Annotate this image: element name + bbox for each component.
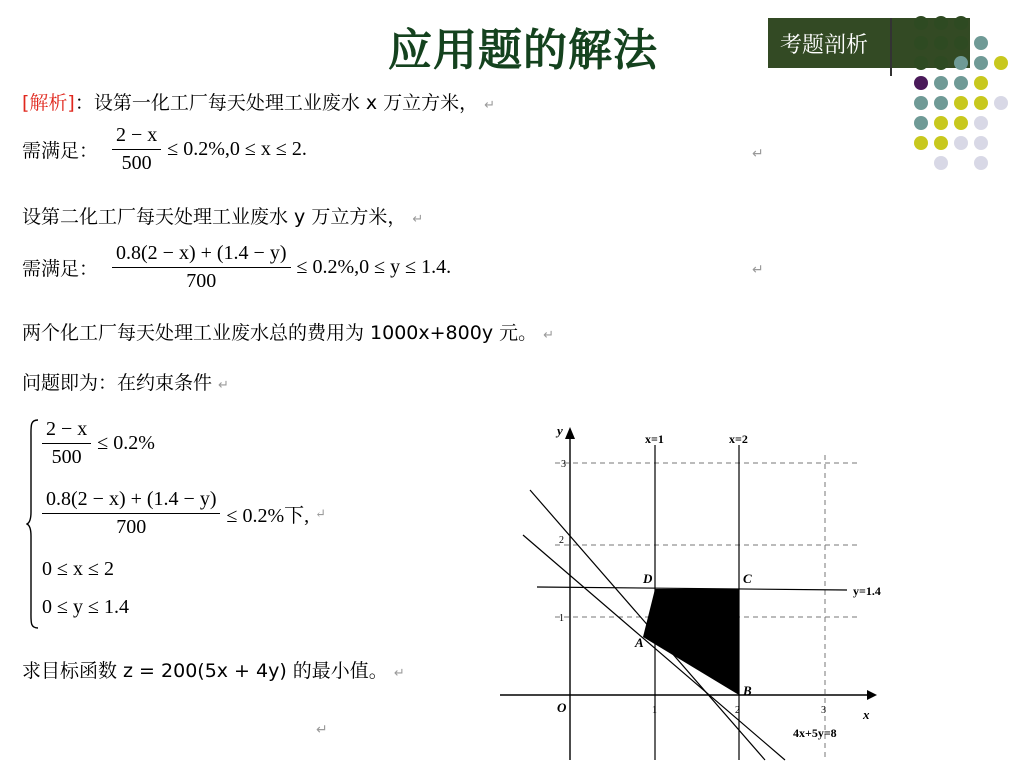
constraint-1-label: 需满足：: [22, 140, 99, 162]
dot: [914, 36, 928, 50]
dot: [934, 36, 948, 50]
decorative-dot-grid: [900, 14, 1010, 164]
line-x2-label: x=2: [729, 432, 748, 446]
left-brace: [26, 418, 40, 630]
dot: [934, 116, 948, 130]
system-row-4-text: 0 ≤ y ≤ 1.4: [42, 596, 129, 618]
dot: [954, 96, 968, 110]
dot: [914, 136, 928, 150]
dot: [934, 16, 948, 30]
return-mark: ↵: [315, 505, 327, 521]
constraint-2-label: 需满足：: [22, 258, 99, 280]
dot: [914, 116, 928, 130]
constraint-2: [22, 242, 451, 293]
system-row-1-rest: ≤ 0.2%: [97, 432, 155, 454]
fraction-denominator: 500: [121, 152, 152, 174]
dot: [914, 56, 928, 70]
x-axis-arrow: [867, 690, 877, 700]
return-mark: ↵: [752, 262, 764, 278]
graph-canvas: [495, 415, 910, 765]
dot: [954, 136, 968, 150]
second-plant-label: 设第二化工厂每天处理工业废水 y 万立方米，: [22, 206, 407, 228]
point-b-label: B: [743, 683, 752, 698]
dot: [934, 156, 948, 170]
return-mark: ↵: [543, 328, 555, 343]
dot: [954, 116, 968, 130]
dot: [974, 116, 988, 130]
dot: [974, 56, 988, 70]
second-plant-text: [22, 202, 423, 229]
return-mark: ↵: [218, 378, 229, 393]
fraction-denominator: 500: [51, 446, 82, 468]
dot: [934, 76, 948, 90]
section-badge-label: 考题剖析: [780, 32, 869, 58]
analysis-intro: [22, 88, 495, 115]
dot: [954, 16, 968, 30]
constraint-1: [22, 124, 307, 175]
fraction: [42, 418, 91, 469]
return-mark: ↵: [484, 98, 496, 113]
dot: [934, 136, 948, 150]
dot: [974, 36, 988, 50]
system-row-2: [42, 488, 326, 539]
feasible-region-graph: [495, 415, 910, 765]
slide-title: 应用题的解法: [388, 25, 658, 76]
x-tick-label: 2: [735, 705, 740, 716]
analysis-label: [解析]: [22, 92, 75, 114]
return-mark: ↵: [752, 146, 764, 162]
badge-divider: [890, 18, 892, 76]
fraction-numerator: 2 − x: [112, 124, 161, 150]
y-tick-label: 1: [559, 613, 564, 624]
line-diag-label: 4x+5y=8: [793, 726, 837, 740]
dot: [914, 76, 928, 90]
y-axis-label: y: [557, 423, 563, 438]
x-tick-label: 3: [821, 705, 826, 716]
constraint-1-rest: ≤ 0.2%,0 ≤ x ≤ 2.: [167, 138, 307, 160]
objective-label: 求目标函数 z = 200(5x + 4y) 的最小值。: [22, 660, 388, 682]
dot: [914, 16, 928, 30]
system-row-1: [42, 418, 155, 469]
dot: [954, 76, 968, 90]
origin-label: O: [557, 700, 567, 715]
dot: [934, 56, 948, 70]
y-axis-arrow: [565, 427, 575, 439]
system-row-3: [42, 558, 114, 581]
x-axis-label: x: [863, 707, 870, 722]
problem-label: 问题即为：在约束条件: [22, 372, 213, 394]
fraction-denominator: 700: [116, 516, 147, 538]
dot: [974, 156, 988, 170]
line-y-label: y=1.4: [853, 584, 881, 598]
system-row-4: [42, 596, 129, 619]
fraction: [112, 124, 161, 175]
dot: [954, 36, 968, 50]
fraction-numerator: 0.8(2 − x) + (1.4 − y): [42, 488, 220, 514]
return-mark: ↵: [412, 212, 424, 227]
dot: [974, 136, 988, 150]
line-x1-label: x=1: [645, 432, 664, 446]
x-tick-label: 1: [652, 705, 657, 716]
point-c-label: C: [743, 571, 752, 586]
analysis-text: ：设第一化工厂每天处理工业废水 x 万立方米，: [74, 92, 479, 114]
line-constraint-2: [523, 535, 785, 760]
fraction-denominator: 700: [186, 270, 217, 292]
dot: [934, 96, 948, 110]
fraction: [112, 242, 290, 293]
cost-label: 两个化工厂每天处理工业废水总的费用为 1000x+800y 元。: [22, 322, 538, 344]
constraint-2-rest: ≤ 0.2%,0 ≤ y ≤ 1.4.: [296, 256, 452, 278]
y-tick-label: 2: [559, 535, 564, 546]
dot: [974, 76, 988, 90]
dot: [974, 96, 988, 110]
dot: [954, 56, 968, 70]
fraction: [42, 488, 220, 539]
constraint-system: [26, 418, 446, 630]
system-row-2-rest: ≤ 0.2%下,: [226, 505, 310, 527]
point-a-label: A: [635, 635, 644, 650]
fraction-numerator: 0.8(2 − x) + (1.4 − y): [112, 242, 290, 268]
system-row-3-text: 0 ≤ x ≤ 2: [42, 558, 114, 580]
fraction-numerator: 2 − x: [42, 418, 91, 444]
dot: [994, 56, 1008, 70]
point-d-label: D: [643, 571, 653, 586]
cost-text: [22, 318, 554, 345]
return-mark: ↵: [393, 666, 405, 681]
return-mark: ↵: [316, 722, 328, 738]
dot: [994, 96, 1008, 110]
objective-text: [22, 656, 405, 683]
problem-text: [22, 368, 229, 395]
dot: [914, 96, 928, 110]
y-tick-label: 3: [561, 459, 566, 470]
